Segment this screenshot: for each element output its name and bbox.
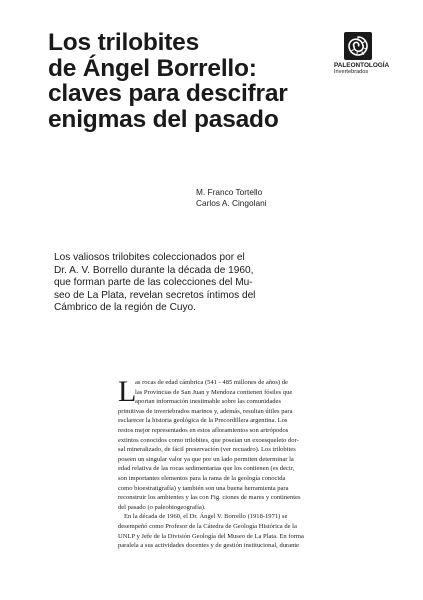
body-line: edad relativa de las rocas sedimentarias que los contienen (es decir, [118, 465, 295, 473]
body-line: las Provincias de San Juan y Mendoza contienen fósiles que [135, 388, 293, 396]
title-line: enigmas del pasado [48, 105, 279, 133]
lead-line: Los valiosos trilobites coleccionados por el [54, 252, 245, 263]
ammonite-icon [344, 32, 372, 60]
body-line: primitivas de invertebrados marinos y, además, resultan útiles para [118, 407, 293, 415]
body-line: UNLP y Jefe de la División Geología del Museo de La Plata. En forma [118, 532, 304, 540]
title-line: claves para descifrar [48, 80, 288, 107]
article-title [48, 30, 338, 132]
author-name: Carlos A. Cingolani [196, 198, 267, 208]
body-line: del pasado (o paleobiogeografía). [118, 503, 206, 511]
author-list [196, 187, 267, 209]
title-line: de Ángel Borrello: [48, 54, 257, 82]
lead-line: Dr. A. V. Borrello durante la década de 1960, [54, 264, 254, 276]
drop-cap: L [118, 375, 137, 408]
section-name: PALEONTOLOGÍA [334, 62, 390, 69]
body-text [118, 375, 348, 551]
body-line: paralela a sus actividades docentes y de gestión institucional, durante [118, 542, 300, 550]
body-line: En la década de 1960, el Dr. Ángel V. Borrello (1918-1971) se [124, 513, 288, 521]
author-name: M. Franco Tortello [196, 187, 263, 197]
body-line: poseen un singular valor ya que por un lado permiten determinar la [118, 455, 294, 463]
section-subtitle: Invertebrados [334, 69, 369, 75]
lead-paragraph [54, 252, 354, 315]
body-line: sal mineralizado, de fácil preservación (ver recuadro). Los trilobites [118, 446, 296, 454]
body-line: son importantes elementos para la rama de la geología conocida [118, 474, 286, 482]
body-line: reconstruir los ambientes y las con Fig. ciones de mares y continentes [118, 494, 301, 502]
body-line: restos mejor representados en estos afloramientos son artrópodos [118, 426, 289, 434]
lead-line: que forman parte de las colecciones del Mu- [54, 277, 253, 289]
title-line: Los trilobites [48, 29, 200, 56]
body-line: esclarecer la historia geológica de la Precordillera argentina. Los [118, 417, 288, 425]
body-line: as rocas de edad cámbrica (541 - 485 millones de años) de [135, 379, 288, 386]
body-line: como bioestratigrafía) y también son una buena herramienta para [118, 484, 289, 492]
lead-line: Cámbrico de la región de Cuyo. [54, 302, 196, 314]
section-logo [334, 32, 404, 75]
body-line: aportan información inestimable sobre las comunidades [135, 398, 281, 406]
body-line: extintos conocidos como trilobites, que poseían un exoesqueleto dor- [118, 436, 299, 444]
body-line: desempeñó como Profesor de la Cátedra de Geología Histórica de la [118, 522, 297, 530]
lead-line: seo de La Plata, revelan secretos íntimos del [54, 289, 256, 301]
